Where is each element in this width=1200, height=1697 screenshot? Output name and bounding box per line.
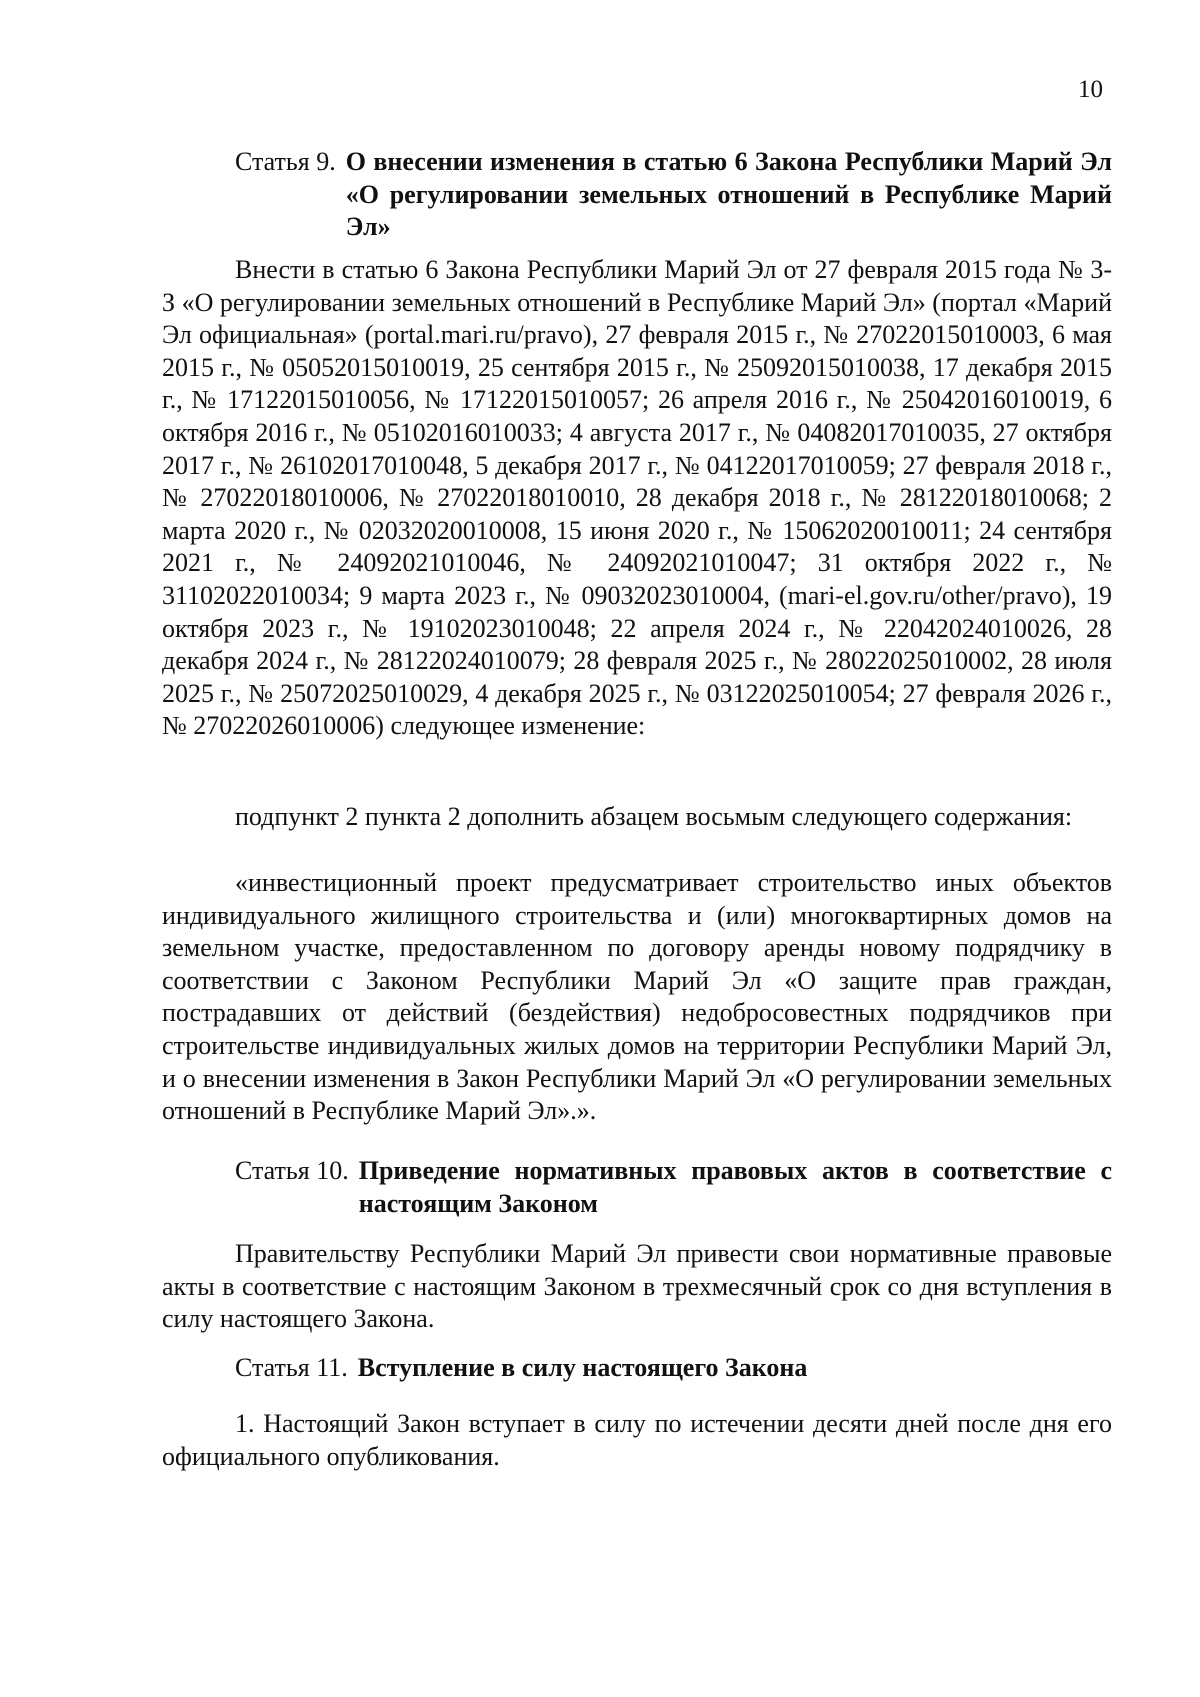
article-9-paragraph-1: Внести в статью 6 Закона Республики Марий Эл от 27 февраля 2015 года № 3-З «О регулировании земельных отношений в Республике Марий Эл» (портал «Марий Эл официальная» (portal.mari.ru/pravo), 27 февраля 2015 г., № 27022015010003, 6 мая 2015 г., № 05052015010019, 25 сентября 2015 г., № 25092015010038, 17 декабря 2015 г., № 17122015010056, № 17122015010057; 26 апреля 2016 г., № 25042016010019, 6 октября 2016 г., № 05102016010033; 4 августа 2017 г., № 04082017010035, 27 октября 2017 г., № 26102017010048, 5 декабря 2017 г., № 04122017010059; 27 февраля 2018 г., № 27022018010006, № 27022018010010, 28 декабря 2018 г., № 28122018010068; 2 марта 2020 г., № 02032020010008, 15 июня 2020 г., № 15062020010011; 24 сентября 2021 г., № 24092021010046, № 24092021010047; 31 октября 2022 г., № 31102022010034; 9 марта 2023 г., № 09032023010004, (mari-el.gov.ru/other/pravo), 19 октября 2023 г., № 19102023010048; 22 апреля 2024 г., № 22042024010026, 28 декабря 2024 г., № 28122024010079; 28 февраля 2025 г., № 28022025010002, 28 июля 2025 г., № 25072025010029, 4 декабря 2025 г., № 03122025010054; 27 февраля 2026 г., № 27022026010006) следующее изменение: — [162, 255, 1112, 741]
article-9-paragraph-3: «инвестиционный проект предусматривает строительство иных объектов индивидуального жилищного строительства и (или) многоквартирных домов на земельном участке, предоставленном по договору аренды новому подрядчику в соответствии с Законом Республики Марий Эл «О защите прав граждан, пострадавших от действий (бездействия) недобросовестных подрядчиков при строительстве индивидуальных жилых домов на территории Республики Марий Эл, и о внесении изменения в Закон Республики Марий Эл «О регулировании земельных отношений в Республике Марий Эл».». — [162, 868, 1112, 1126]
article-11-label: Статья 11. — [235, 1353, 348, 1382]
article-9-paragraph-2: подпункт 2 пункта 2 дополнить абзацем восьмым следующего содержания: — [235, 802, 1073, 831]
article-9-heading — [162, 146, 1112, 244]
article-9-title: О внесении изменения в статью 6 Закона Республики Марий Эл «О регулировании земельных отношений в Республике Марий Эл» — [345, 147, 1112, 242]
page-number: 10 — [1078, 76, 1103, 103]
article-11-heading — [162, 1352, 1112, 1385]
article-11-paragraph-1: 1. Настоящий Закон вступает в силу по истечении десяти дней после дня его официального опубликования. — [162, 1409, 1112, 1471]
article-10-heading — [162, 1155, 1112, 1220]
article-9-label: Статья 9. — [235, 147, 336, 176]
article-10-paragraph-1: Правительству Республики Марий Эл привести свои нормативные правовые акты в соответствие с настоящим Законом в трехмесячный срок со дня вступления в силу настоящего Закона. — [162, 1239, 1112, 1334]
article-11-title: Вступление в силу настоящего Закона — [357, 1353, 808, 1382]
article-10-title: Приведение нормативных правовых актов в соответствие с настоящим Законом — [358, 1156, 1112, 1218]
article-10-label: Статья 10. — [235, 1156, 349, 1185]
